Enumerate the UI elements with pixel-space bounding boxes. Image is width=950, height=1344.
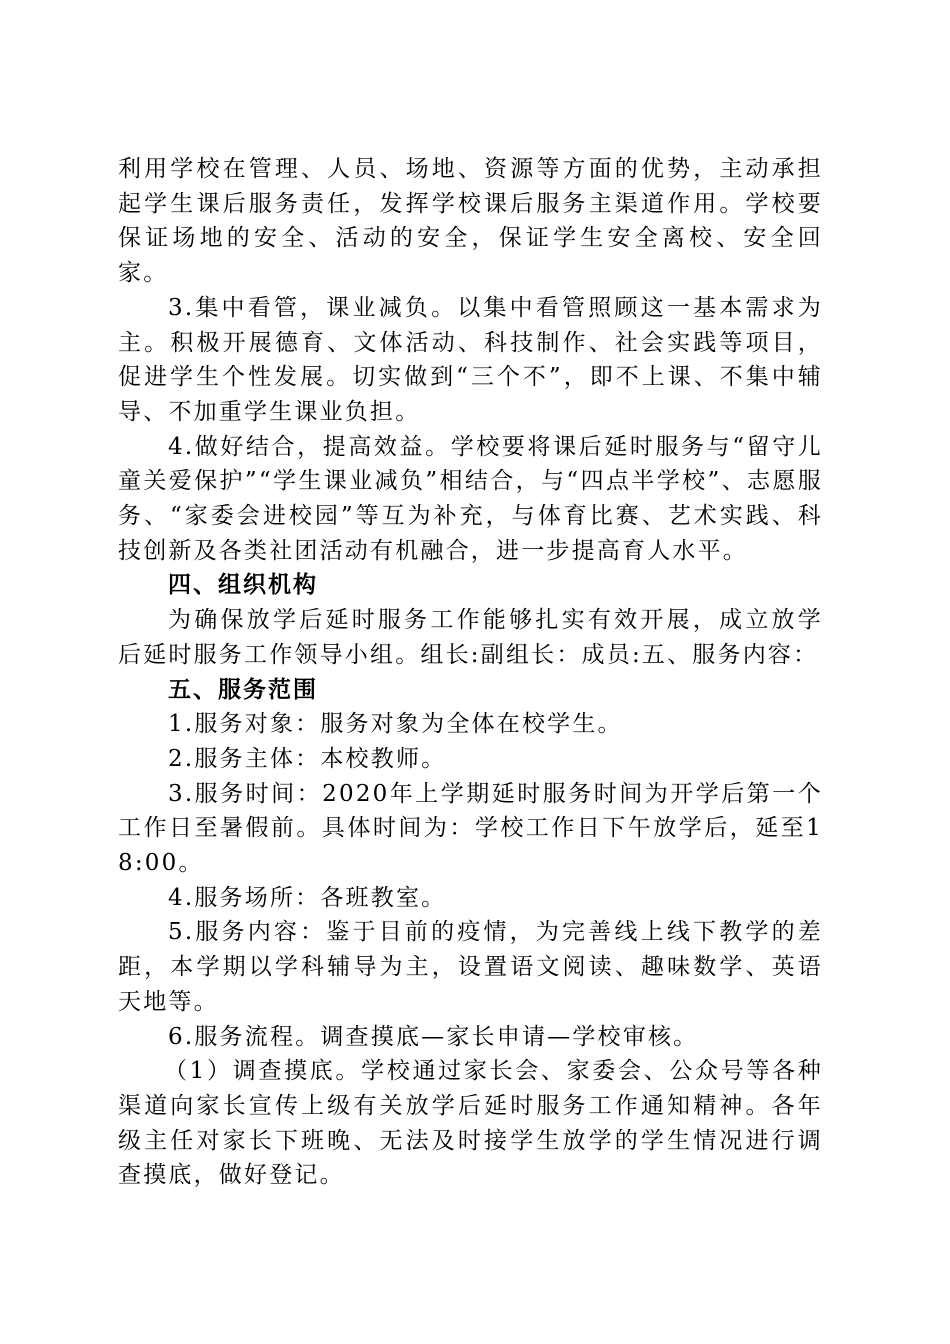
paragraph-service-process: 6.服务流程。调查摸底—家长申请—学校审核。 bbox=[168, 1023, 699, 1050]
paragraph-service-subject: 2.服务主体：本校教师。 bbox=[168, 745, 447, 772]
paragraph-continuation: 利用学校在管理、人员、场地、资源等方面的优势，主动承担起学生课后服务责任，发挥学校课后服务主渠道作用。学校要保证场地的安全、活动的安全，保证学生安全离校、安全回家。 bbox=[118, 156, 823, 287]
paragraph-item-3: 3.集中看管，课业减负。以集中看管照顾这一基本需求为主。积极开展德育、文体活动、科技制作、社会实践等项目，促进学生个性发展。切实做到“三个不”，即不上课、不集中辅导、不加重学生课业负担。 bbox=[118, 294, 823, 425]
paragraph-service-content: 5.服务内容：鉴于目前的疫情，为完善线上线下教学的差距，本学期以学科辅导为主，设置语文阅读、趣味数学、英语天地等。 bbox=[118, 919, 823, 1015]
paragraph-organization: 为确保放学后延时服务工作能够扎实有效开展，成立放学后延时服务工作领导小组。组长:副组长：成员:五、服务内容： bbox=[118, 607, 823, 668]
paragraph-service-place: 4.服务场所：各班教室。 bbox=[168, 884, 447, 911]
document-body bbox=[118, 152, 823, 1193]
section-heading-scope: 五、服务范围 bbox=[168, 676, 318, 703]
section-heading-organization: 四、组织机构 bbox=[168, 572, 318, 599]
paragraph-service-time: 3.服务时间：2020年上学期延时服务时间为开学后第一个工作日至暑假前。具体时间为：学校工作日下午放学后，延至18:00。 bbox=[118, 780, 823, 877]
paragraph-item-4: 4.做好结合，提高效益。学校要将课后延时服务与“留守儿童关爱保护”“学生课业减负”相结合，与“四点半学校”、志愿服务、“家委会进校园”等互为补充，与体育比赛、艺术实践、科技创新及各类社团活动有机融合，进一步提高育人水平。 bbox=[118, 433, 823, 564]
paragraph-service-target: 1.服务对象：服务对象为全体在校学生。 bbox=[168, 711, 623, 738]
paragraph-survey: （1）调查摸底。学校通过家长会、家委会、公众号等各种渠道向家长宣传上级有关放学后延时服务工作通知精神。各年级主任对家长下班晚、无法及时接学生放学的学生情况进行调查摸底，做好登记。 bbox=[118, 1058, 823, 1189]
